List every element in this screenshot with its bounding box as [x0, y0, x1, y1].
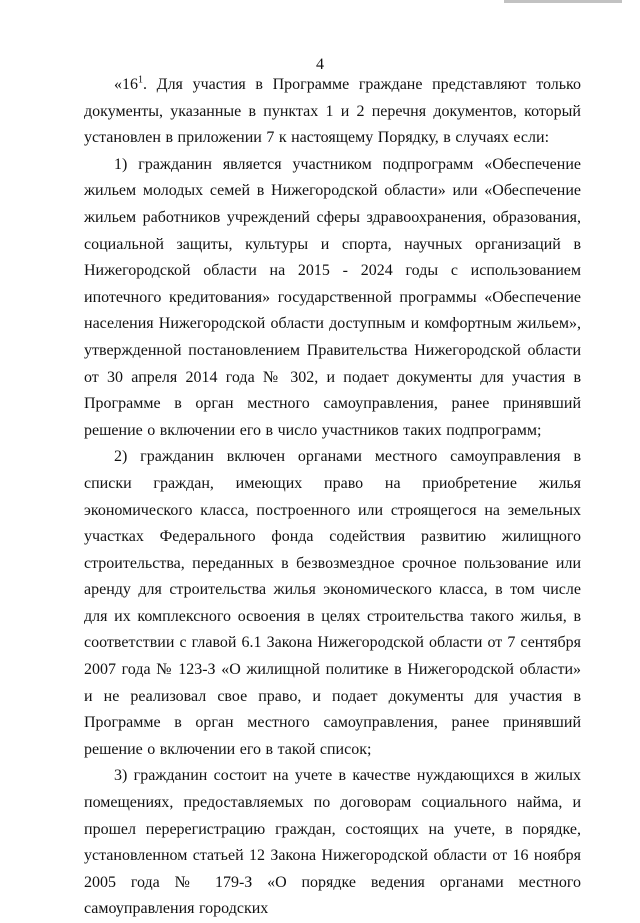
- paragraph-16-1: [84, 72, 581, 152]
- page-number: 4: [316, 56, 324, 73]
- scan-artifact-mark: [504, 0, 622, 3]
- document-body: [84, 72, 581, 923]
- list-item-2: 2) гражданин включен органами местного самоуправления в списки граждан, имеющих право на приобретение жилья экономического класса, построенного или строящегося на земельных участках Федерального фонда содействия развитию жилищного строительства, переданных в безвозмездное срочное пользование или аренду для строительства жилья экономического класса, в том числе для их комплексного освоения в целях строительства такого жилья, в соответствии с главой 6.1 Закона Нижегородской области от 7 сентября 2007 года № 123-З «О жилищной политике в Нижегородской области» и не реализовал свое право, и подает документы для участия в Программе в орган местного самоуправления, ранее принявший решение о включении его в такой список;: [84, 448, 581, 758]
- list-item-1: 1) гражданин является участником подпрограмм «Обеспечение жильем молодых семей в Нижегородской области» или «Обеспечение жильем работников учреждений сферы здравоохранения, образования, социальной защиты, культуры и спорта, научных организаций в Нижегородской области на 2015 - 2024 годы с использованием ипотечного кредитования» государственной программы «Обеспечение населения Нижегородской области доступным и комфортным жильем», утвержденной постановлением Правительства Нижегородской области от 30 апреля 2014 года № 302, и подает документы для участия в Программе в орган местного самоуправления, ранее принявший решение о включении его в число участников таких подпрограмм;: [84, 155, 581, 439]
- paragraph-16-1-superscript: 1: [138, 74, 143, 86]
- paragraph-16-1-prefix: «16: [114, 76, 138, 93]
- paragraph-16-1-text: . Для участия в Программе граждане представляют только документы, указанные в пунктах 1 и 2 перечня документов, который установлен в приложении 7 к настоящему Порядку, в случаях если:: [84, 76, 581, 147]
- list-item-3: 3) гражданин состоит на учете в качестве нуждающихся в жилых помещениях, предоставляемых по договорам социального найма, и прошел перерегистрацию граждан, состоящих на учете, в порядке, установленном статьей 12 Закона Нижегородской области от 16 ноября 2005 года № 179-З «О порядке ведения органами местного самоуправления городских: [84, 767, 581, 918]
